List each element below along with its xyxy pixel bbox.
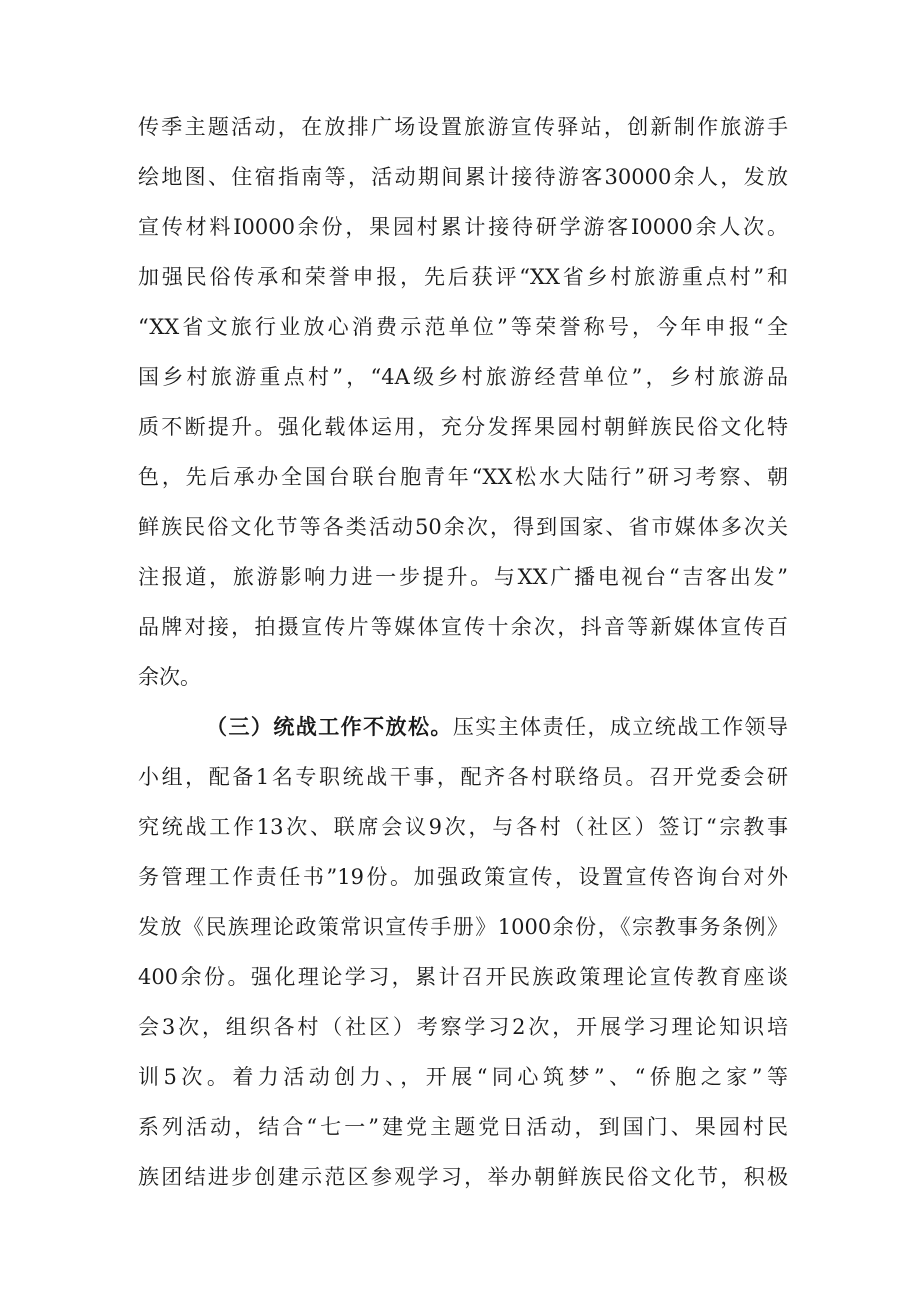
text-line: 发放《民族理论政策常识宣传手册》1000余份，《宗教事务条例》: [138, 915, 788, 939]
section-heading: （三）统战工作不放松。: [206, 714, 453, 739]
text-line: 加强民俗传承和荣誉申报，先后获评“XX省乡村旅游重点村”和: [138, 265, 788, 289]
text-line: 系列活动，结合“七一”建党主题党日活动，到国门、果园村民: [138, 1115, 788, 1139]
text-line: 绘地图、住宿指南等，活动期间累计接待游客30000余人，发放: [138, 165, 788, 189]
text-line: 品牌对接，拍摄宣传片等媒体宣传十余次，抖音等新媒体宣传百: [138, 615, 788, 639]
paragraph-tourism: [138, 102, 788, 702]
section-first-line-text: 压实主体责任，成立统战工作领导: [452, 715, 788, 739]
text-line: 国乡村旅游重点村”，“4A级乡村旅游经营单位”，乡村旅游品: [138, 365, 788, 389]
text-line: “XX省文旅行业放心消费示范单位”等荣誉称号，今年申报“全: [138, 315, 788, 339]
document-body: [138, 102, 788, 1202]
text-line: 务管理工作责任书”19份。加强政策宣传，设置宣传咨询台对外: [138, 865, 788, 889]
text-line: 质不断提升。强化载体运用，充分发挥果园村朝鲜族民俗文化特: [138, 415, 788, 439]
text-line: 鲜族民俗文化节等各类活动50余次，得到国家、省市媒体多次关: [138, 515, 788, 539]
text-line: 传季主题活动，在放排广场设置旅游宣传驿站，创新制作旅游手: [138, 115, 788, 139]
text-line: 族团结进步创建示范区参观学习，举办朝鲜族民俗文化节，积极: [138, 1165, 788, 1189]
section-first-line: [138, 702, 788, 752]
text-line: 会3次，组织各村（社区）考察学习2次，开展学习理论知识培: [138, 1015, 788, 1039]
text-line: 训5次。着力活动创力、，开展“同心筑梦”、“侨胞之家”等: [138, 1065, 788, 1089]
text-line: 宣传材料I0000余份，果园村累计接待研学游客I0000余人次。: [138, 215, 788, 239]
text-line: 究统战工作13次、联席会议9次，与各村（社区）签订“宗教事: [138, 815, 788, 839]
paragraph-united-front: [138, 702, 788, 1202]
text-line: 400余份。强化理论学习，累计召开民族政策理论宣传教育座谈: [138, 965, 788, 989]
text-line: 小组，配备1名专职统战干事，配齐各村联络员。召开党委会研: [138, 765, 788, 789]
text-line: 色，先后承办全国台联台胞青年“XX松水大陆行”研习考察、朝: [138, 465, 788, 489]
text-line: 余次。: [138, 665, 201, 689]
text-line: 注报道，旅游影响力进一步提升。与XX广播电视台“吉客出发”: [138, 565, 788, 589]
